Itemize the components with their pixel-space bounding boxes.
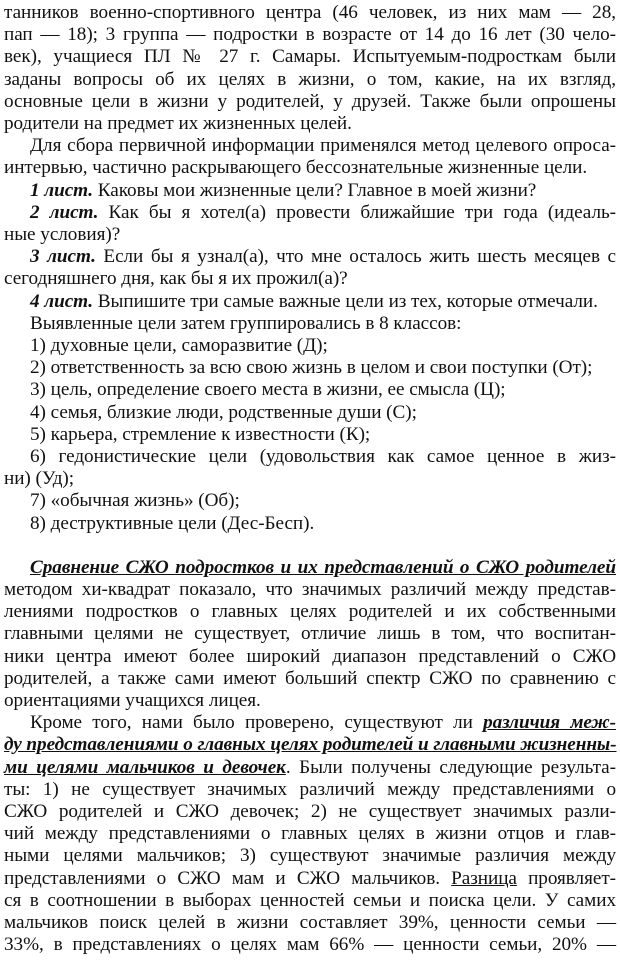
sheet-label: 1 лист. bbox=[30, 179, 94, 201]
text-line: сегодняшнего дня, как бы я их прожил(а)? bbox=[4, 268, 348, 290]
text-line: ся в соотношении в выборах ценностей семьи и поиска цели. У самих bbox=[4, 889, 616, 911]
list-item: 8) деструктивные цели (Дес-Бесп). bbox=[30, 512, 315, 534]
text-line: Выявленные цели затем группировались в 8 классов: bbox=[30, 312, 462, 334]
text-line: родители на предмет их жизненных целей. bbox=[4, 113, 352, 134]
text-line: лениями подростков о главных целях родителей и их собственными bbox=[4, 601, 616, 623]
sheet-4-question bbox=[30, 291, 616, 313]
text-line: главными целями не существует, отличие лишь в том, что воспитан- bbox=[4, 623, 616, 645]
list-item: 1) духовные цели, саморазвитие (Д); bbox=[30, 335, 328, 356]
text-line: танников военно-спортивного центра (46 человек, из них мам — 28, bbox=[4, 2, 616, 23]
list-item: 7) «обычная жизнь» (Об); bbox=[30, 490, 240, 512]
text-line: век), учащиеся ПЛ № 27 г. Самары. Испытуемым-подросткам были bbox=[4, 46, 616, 68]
underlined-word: Разница bbox=[451, 867, 517, 889]
list-item: 3) цель, определение своего места в жизни, ее смысла (Ц); bbox=[30, 379, 506, 401]
sheet-text: Как бы я хотел(а) провести ближайшие три года (идеаль- bbox=[98, 201, 617, 223]
sheet-label: 4 лист. bbox=[30, 290, 94, 312]
text-line: родителей, а также сами имеют больший спектр СЖО по сравнению с bbox=[4, 667, 616, 689]
sheet-3-question bbox=[30, 246, 616, 268]
section-heading: Сравнение СЖО подростков и их представлений о СЖО родителей bbox=[30, 556, 616, 578]
text-line: ники центра имеют более широкий диапазон представлений о СЖО bbox=[4, 645, 616, 667]
emphasis-text: ми целями мальчиков и девочек bbox=[4, 756, 286, 778]
text-line: мальчиков поиск целей в жизни составляет 39%, ценности семьи — bbox=[4, 912, 616, 933]
sheet-label: 3 лист. bbox=[30, 246, 96, 268]
text-line: СЖО родителей и СЖО девочек; 2) не существует значимых разли- bbox=[4, 801, 616, 822]
sheet-text: Каковы мои жизненные цели? Главное в моей жизни? bbox=[93, 179, 537, 201]
text-line: интервью, частично раскрывающего бессознательные жизненные цели. bbox=[4, 157, 588, 179]
text-line: методом хи-квадрат показало, что значимых различий между представ- bbox=[4, 579, 616, 600]
list-item: 4) семья, близкие люди, родственные души (С); bbox=[30, 401, 417, 423]
text-line: основные цели в жизни у родителей, у друзей. Также были опрошены bbox=[4, 90, 616, 112]
list-item: 2) ответственность за всю свою жизнь в целом и свои поступки (От); bbox=[30, 357, 593, 379]
line-text: . Были получены следующие результа- bbox=[285, 756, 616, 778]
line-text: представлениями о СЖО мам и СЖО мальчиков. bbox=[4, 867, 452, 889]
text-line: ными целями мальчиков; 3) существуют значимые различия между bbox=[4, 845, 616, 867]
text-line bbox=[4, 868, 616, 890]
line-text: проявляет- bbox=[516, 867, 616, 889]
text-line bbox=[4, 757, 616, 779]
text-line: 33%, в представлениях о целях мам 66% — ценности семьи, 20% — bbox=[4, 934, 616, 956]
text-line: ты: 1) не существует значимых различий между представлениями о bbox=[4, 778, 616, 800]
emphasis-line: ду представлениями о главных целях родителей и главными жизненны- bbox=[4, 734, 617, 756]
text-line: пап — 18); 3 группа — подростки в возрасте от 14 до 16 лет (30 чело- bbox=[4, 24, 616, 46]
text-line: ные условия)? bbox=[4, 224, 121, 245]
emphasis-text: различия меж- bbox=[483, 712, 616, 734]
paragraph-start-line: Для сбора первичной информации применялся метод целевого опроса- bbox=[30, 135, 616, 157]
list-item: 5) карьера, стремление к известности (К); bbox=[30, 423, 371, 445]
line-text: Кроме того, нами было проверено, существуют ли bbox=[30, 712, 484, 734]
sheet-text: Выпишите три самые важные цели из тех, которые отмечали. bbox=[93, 290, 598, 312]
text-line: ориентациями учащихся лицея. bbox=[4, 690, 261, 711]
sheet-label: 2 лист. bbox=[30, 201, 99, 223]
sheet-text: Если бы я узнал(а), что мне осталось жить шесть месяцев с bbox=[95, 246, 616, 268]
text-line: чий между представлениями о главных целях в жизни отцов и глав- bbox=[4, 823, 616, 845]
list-item: 6) гедонистические цели (удовольствия как самое ценное в жиз- bbox=[30, 446, 616, 467]
text-line: заданы вопросы об их целях в жизни, о том, какие, на их взгляд, bbox=[4, 68, 616, 90]
sheet-2-question bbox=[30, 202, 616, 224]
sheet-1-question bbox=[30, 180, 616, 202]
text-line: ни) (Уд); bbox=[4, 468, 75, 490]
paragraph-start-line bbox=[30, 712, 616, 734]
